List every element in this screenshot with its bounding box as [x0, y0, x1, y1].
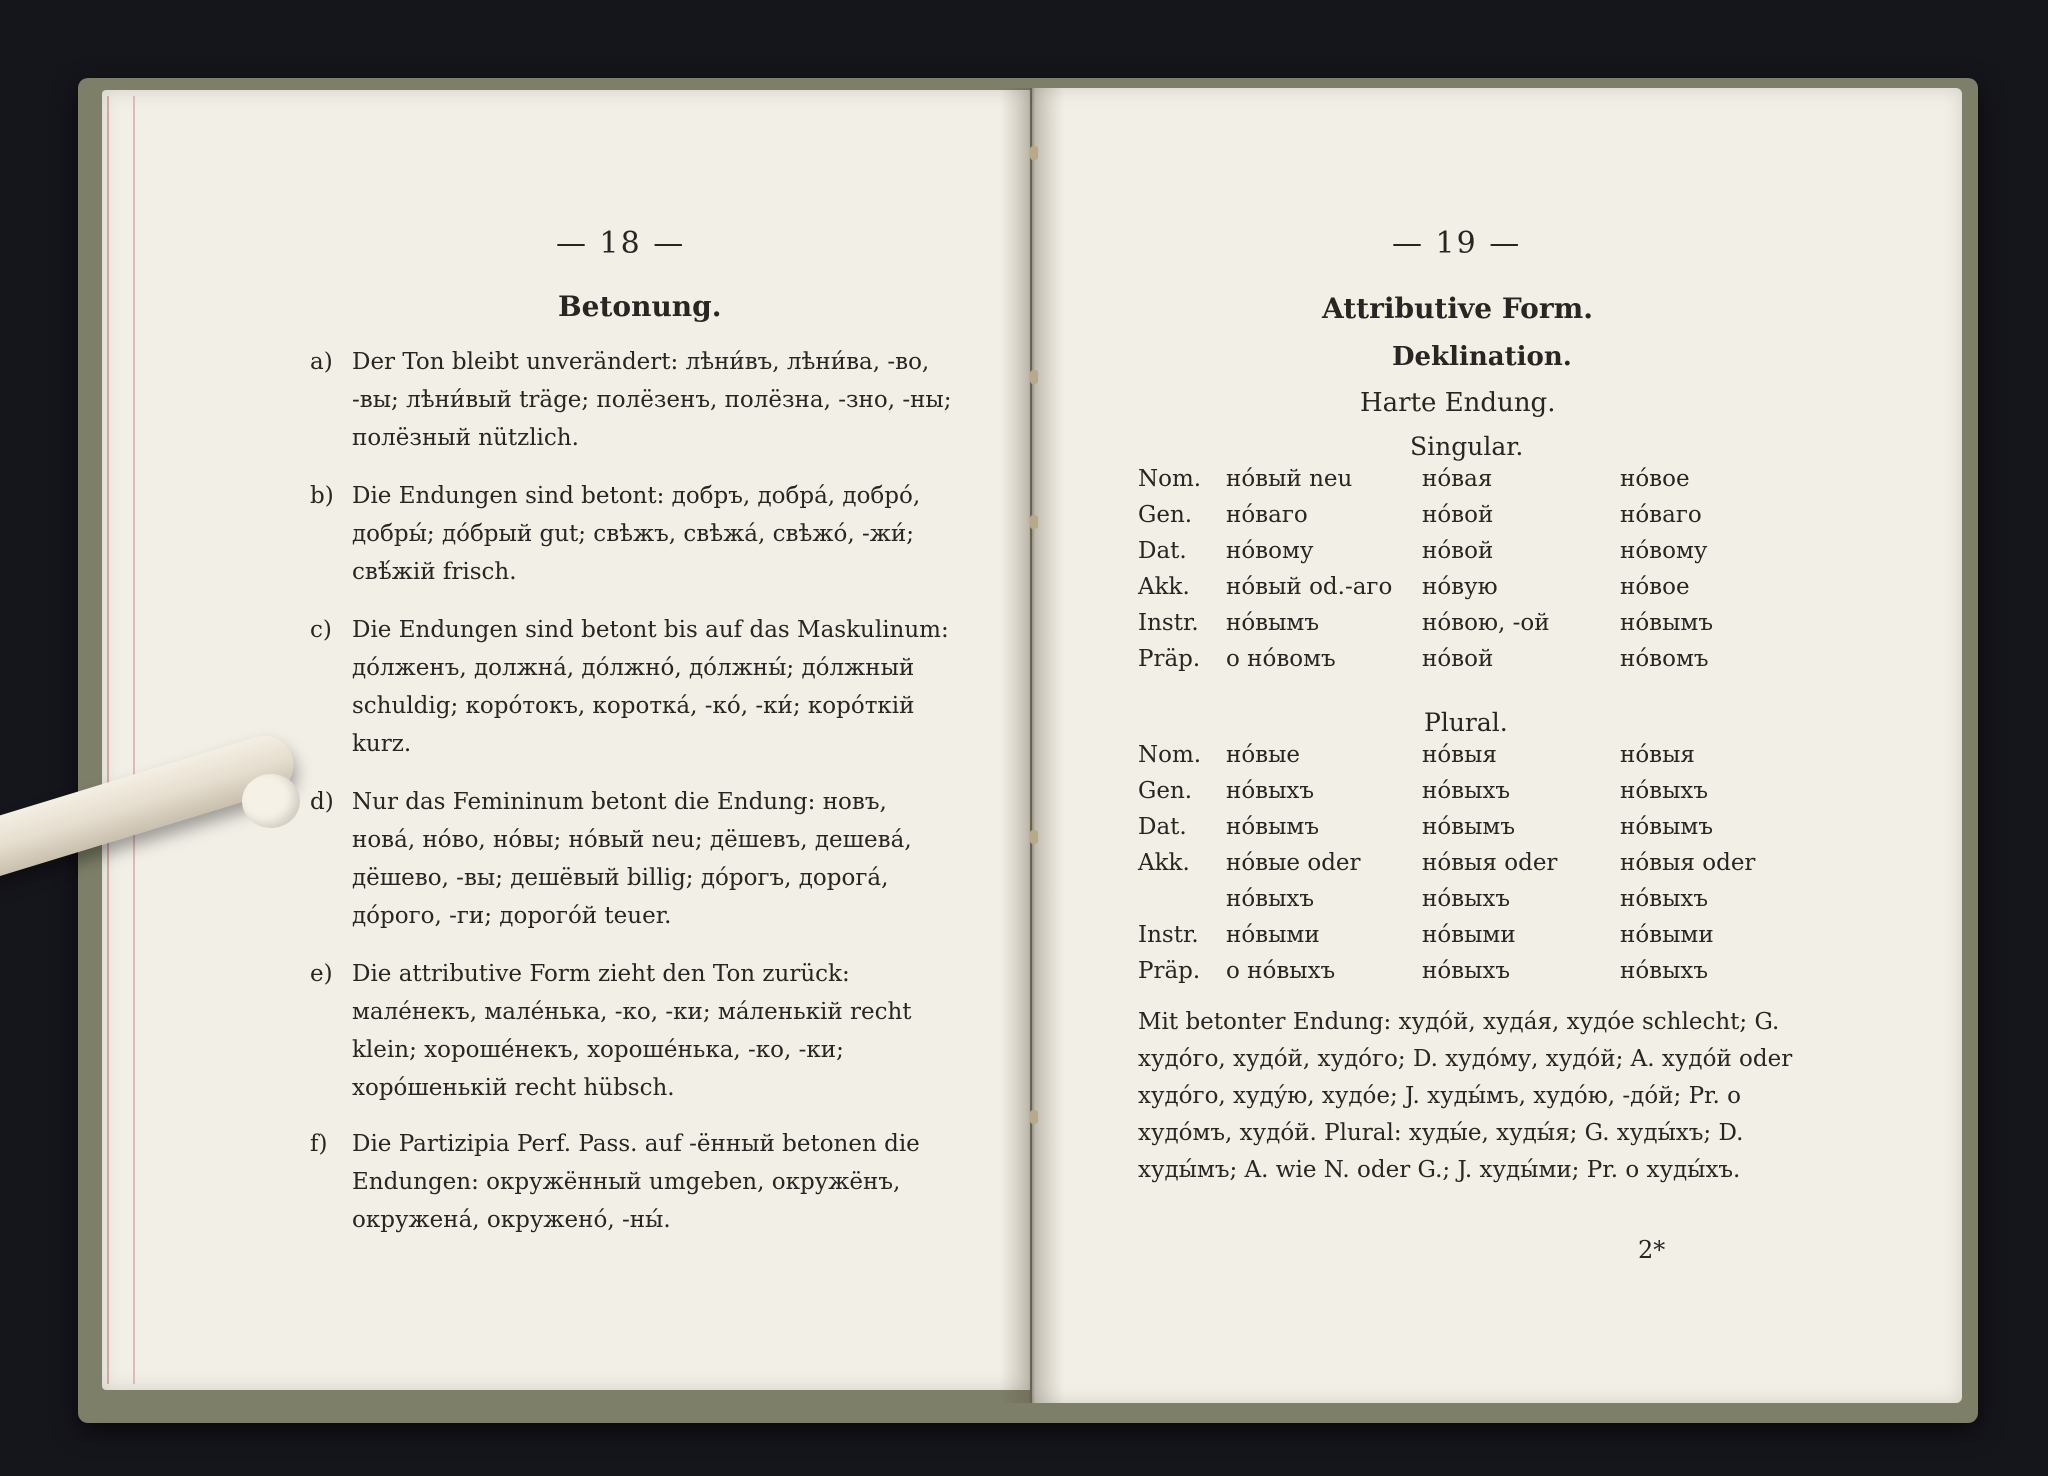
masculine-form: но́вому: [1226, 538, 1314, 564]
declension-row: [1138, 646, 1713, 682]
masculine-form: но́выхъ: [1226, 778, 1315, 804]
declension-row: [1138, 886, 1755, 922]
book-gutter: [1000, 88, 1064, 1403]
paragraph-a: [310, 343, 952, 457]
paragraph-label: e): [310, 961, 333, 987]
subsection-heading: Harte Endung.: [1360, 388, 1556, 418]
masculine-form: но́вые: [1226, 742, 1301, 768]
masculine-form: но́вые oder: [1226, 850, 1361, 876]
masculine-form: но́вый neu: [1226, 466, 1353, 492]
feminine-form: но́выхъ: [1422, 778, 1511, 804]
neuter-form: но́выя: [1620, 742, 1695, 768]
stressed-endings-paragraph: Mit betonter Endung: худо́й, худа́я, худо́е schlecht; G. худо́го, худо́й, худо́го; D. худо́му, худо́й; A. худо́й oder худо́го, худу́ю, худо́е; J. худы́мъ, худо́ю, -до́й; Pr. о худо́мъ, худо́й. Plural: худы́е, худы́я; G. худы́хъ; D. худы́мъ; A. wie N. oder G.; J. худы́ми; Pr. о худы́хъ.: [1138, 1009, 1793, 1183]
neuter-form: но́выхъ: [1620, 778, 1709, 804]
binding-stitch: [1030, 830, 1038, 844]
neuter-form: но́вое: [1620, 466, 1690, 492]
neuter-form: но́вое: [1620, 574, 1690, 600]
case-label: Instr.: [1138, 610, 1199, 636]
case-label: Akk.: [1138, 574, 1190, 600]
masculine-form: о но́вомъ: [1226, 646, 1336, 672]
binding-stitch: [1030, 515, 1038, 529]
paragraph-e: [310, 955, 952, 1107]
case-label: Akk.: [1138, 850, 1190, 876]
neuter-form: но́вымъ: [1620, 814, 1713, 840]
masculine-form: но́вый od.-аго: [1226, 574, 1393, 600]
paragraph-label: c): [310, 617, 332, 643]
paragraph-c: [310, 611, 952, 763]
neuter-form: но́вомъ: [1620, 646, 1709, 672]
case-label: [1138, 886, 1226, 922]
neuter-form: но́выхъ: [1620, 958, 1709, 984]
paragraph-label: f): [310, 1131, 328, 1157]
binding-stitch: [1030, 146, 1038, 160]
masculine-form: о но́выхъ: [1226, 958, 1336, 984]
neuter-form: но́выми: [1620, 922, 1714, 948]
declension-row: [1138, 538, 1713, 574]
masculine-form: но́выми: [1226, 922, 1320, 948]
paragraph-text: Die Endungen sind betont: добръ, добра́, добро́, добры́; до́брый gut; свѣжъ, свѣжа́, свѣжо́, -жи́; свѣ́жій frisch.: [352, 483, 921, 585]
singular-label: Singular.: [1410, 432, 1524, 461]
neuter-form: но́вому: [1620, 538, 1708, 564]
case-label: Präp.: [1138, 958, 1201, 984]
page-heading-right: Attributive Form.: [1322, 292, 1593, 325]
declension-row: [1138, 850, 1755, 886]
masculine-form: но́вымъ: [1226, 814, 1319, 840]
feminine-form: но́вой: [1422, 538, 1494, 564]
declension-row: [1138, 610, 1713, 646]
case-label: Dat.: [1138, 814, 1187, 840]
feminine-form: но́вой: [1422, 646, 1494, 672]
paragraph-label: a): [310, 349, 333, 375]
plural-label: Plural.: [1424, 708, 1508, 737]
binding-stitch: [1030, 1110, 1038, 1124]
neuter-form: но́выхъ: [1620, 886, 1709, 912]
paragraph-text: Der Ton bleibt unverändert: лѣни́въ, лѣни́ва, -во, -вы; лѣни́вый träge; полёзенъ, полёзна, -зно, -ны; полёзный nützlich.: [352, 349, 952, 451]
masculine-form: но́выхъ: [1226, 886, 1315, 912]
paragraph-label: d): [310, 789, 334, 815]
declension-row: [1138, 502, 1713, 538]
case-label: Gen.: [1138, 778, 1193, 804]
paragraph-text: Nur das Femininum betont die Endung: новъ, нова́, но́во, но́вы; но́вый neu; дёшевъ, дешева́, дёшево, -вы; дешёвый billig; до́рогъ, дорога́, до́рого, -ги; дорого́й teuer.: [352, 789, 912, 929]
case-label: Nom.: [1138, 466, 1202, 492]
case-label: Dat.: [1138, 538, 1187, 564]
feminine-form: но́выхъ: [1422, 958, 1511, 984]
declension-row: [1138, 778, 1755, 814]
feminine-form: но́выми: [1422, 922, 1516, 948]
neuter-form: но́вымъ: [1620, 610, 1713, 636]
declension-row: [1138, 574, 1713, 610]
singular-table: [1138, 466, 1713, 682]
feminine-form: но́вой: [1422, 502, 1494, 528]
feminine-form: но́выхъ: [1422, 886, 1511, 912]
paragraph-d: [310, 783, 952, 935]
page-number-left: — 18 —: [556, 226, 686, 261]
case-label: Nom.: [1138, 742, 1202, 768]
feminine-form: но́вою, -ой: [1422, 610, 1550, 636]
signature-mark: 2*: [1638, 1236, 1666, 1264]
page-edge-lines: [107, 96, 135, 1384]
paragraph-text: Die Endungen sind betont bis auf das Maskulinum: до́лженъ, должна́, до́лжно́, до́лжны́; до́лжный schuldig; коро́токъ, коротка́, -ко́, -ки́; коро́ткій kurz.: [352, 617, 949, 757]
declension-row: [1138, 922, 1755, 958]
pointer-tip: [242, 774, 300, 828]
paragraph-text: Die Partizipia Perf. Pass. auf -ённый betonen die Endungen: окружённый umgeben, окружёнъ, окружена́, окружено́, -ны́.: [352, 1131, 920, 1233]
feminine-form: но́вымъ: [1422, 814, 1515, 840]
paragraph-b: [310, 477, 952, 591]
neuter-form: но́выя oder: [1620, 850, 1756, 876]
page-number-right: — 19 —: [1392, 226, 1522, 261]
declension-row: [1138, 814, 1755, 850]
paragraph-label: b): [310, 483, 334, 509]
feminine-form: но́выя oder: [1422, 850, 1558, 876]
masculine-form: но́ваго: [1226, 502, 1308, 528]
page-heading-left: Betonung.: [558, 290, 722, 323]
case-label: Präp.: [1138, 646, 1201, 672]
declension-row: [1138, 742, 1755, 778]
declension-row: [1138, 958, 1755, 994]
case-label: Gen.: [1138, 502, 1193, 528]
section-heading: Deklination.: [1392, 342, 1572, 372]
neuter-form: но́ваго: [1620, 502, 1702, 528]
paragraph-text: Die attributive Form zieht den Ton zurück: мале́некъ, мале́нька, -ко, -ки; ма́ленькій recht klein; хороше́некъ, хороше́нька, -ко, -ки; хоро́шенькій recht hübsch.: [352, 961, 912, 1101]
case-label: Instr.: [1138, 922, 1199, 948]
feminine-form: но́выя: [1422, 742, 1497, 768]
declension-row: [1138, 466, 1713, 502]
masculine-form: но́вымъ: [1226, 610, 1319, 636]
plural-table: [1138, 742, 1755, 994]
feminine-form: но́вую: [1422, 574, 1498, 600]
binding-stitch: [1030, 370, 1038, 384]
feminine-form: но́вая: [1422, 466, 1493, 492]
paragraph-f: [310, 1125, 952, 1239]
